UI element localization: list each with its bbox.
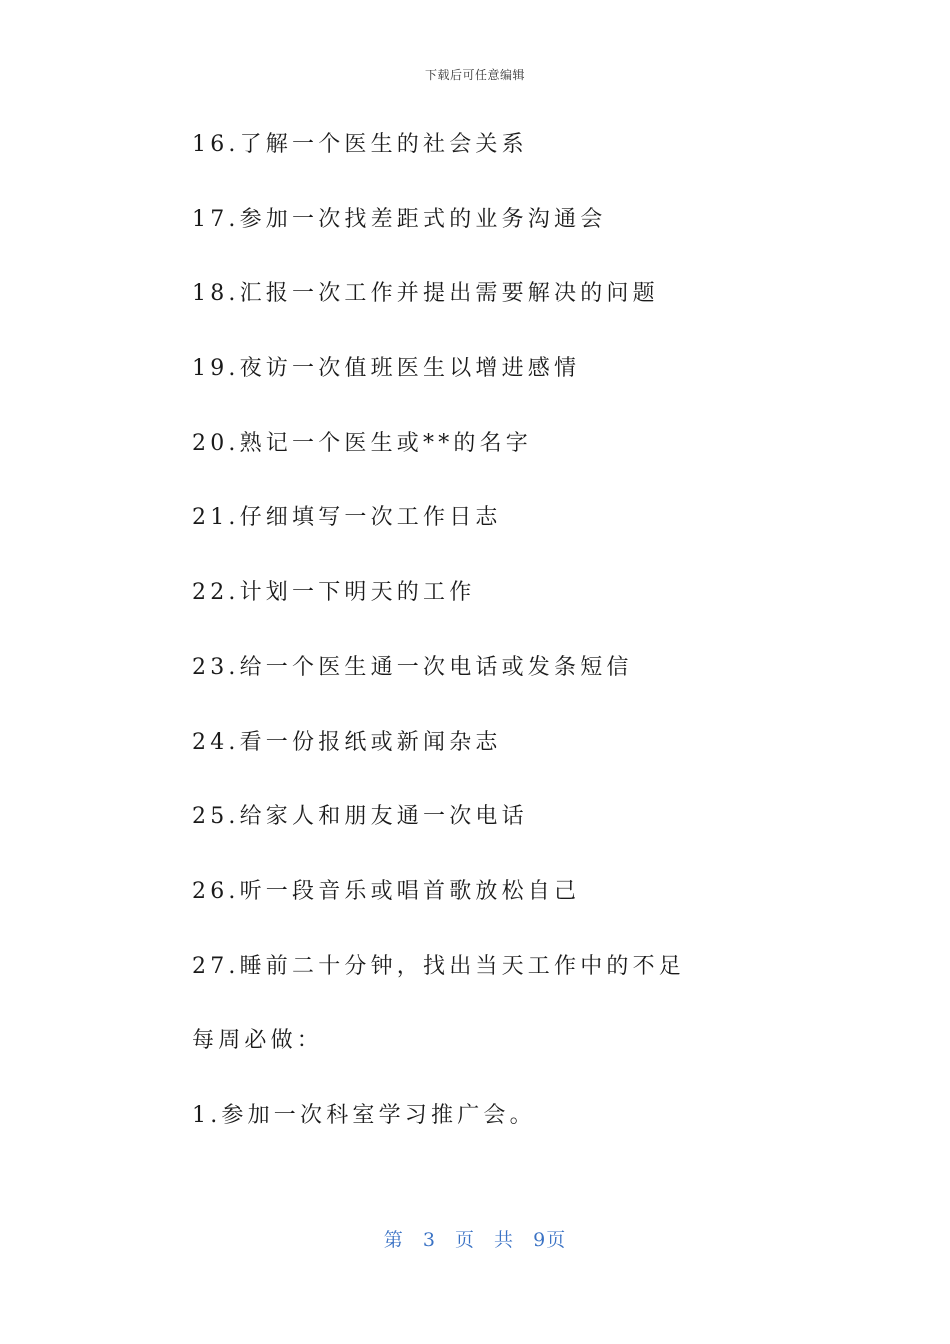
page-label-mid: 页 — [454, 1229, 475, 1251]
list-item: 1.参加一次科室学习推广会。 — [192, 1102, 536, 1128]
list-item: 22.计划一下明天的工作 — [192, 580, 476, 606]
list-item: 18.汇报一次工作并提出需要解决的问题 — [192, 281, 659, 307]
list-item: 21.仔细填写一次工作日志 — [192, 505, 502, 531]
document-body — [192, 126, 812, 1172]
current-page-number: 3 — [422, 1229, 436, 1251]
total-pages: 9页 — [533, 1229, 567, 1251]
list-item: 27.睡前二十分钟，找出当天工作中的不足 — [192, 953, 685, 979]
page-label-prefix: 第 — [383, 1229, 404, 1251]
header-note: 下载后可任意编辑 — [424, 68, 525, 82]
list-item: 17.参加一次找差距式的业务沟通会 — [192, 206, 607, 232]
list-item: 23.给一个医生通一次电话或发条短信 — [192, 654, 633, 680]
section-heading: 每周必做： — [192, 1028, 324, 1054]
list-item: 20.熟记一个医生或**的名字 — [192, 430, 532, 456]
list-item: 24.看一份报纸或新闻杂志 — [192, 729, 502, 755]
total-label: 共 — [494, 1229, 515, 1251]
list-item: 16.了解一个医生的社会关系 — [192, 132, 528, 157]
list-item: 19.夜访一次值班医生以增进感情 — [192, 356, 581, 382]
list-item: 25.给家人和朋友通一次电话 — [192, 804, 528, 830]
list-item: 26.听一段音乐或唱首歌放松自己 — [192, 878, 581, 904]
page-footer — [0, 1225, 950, 1252]
